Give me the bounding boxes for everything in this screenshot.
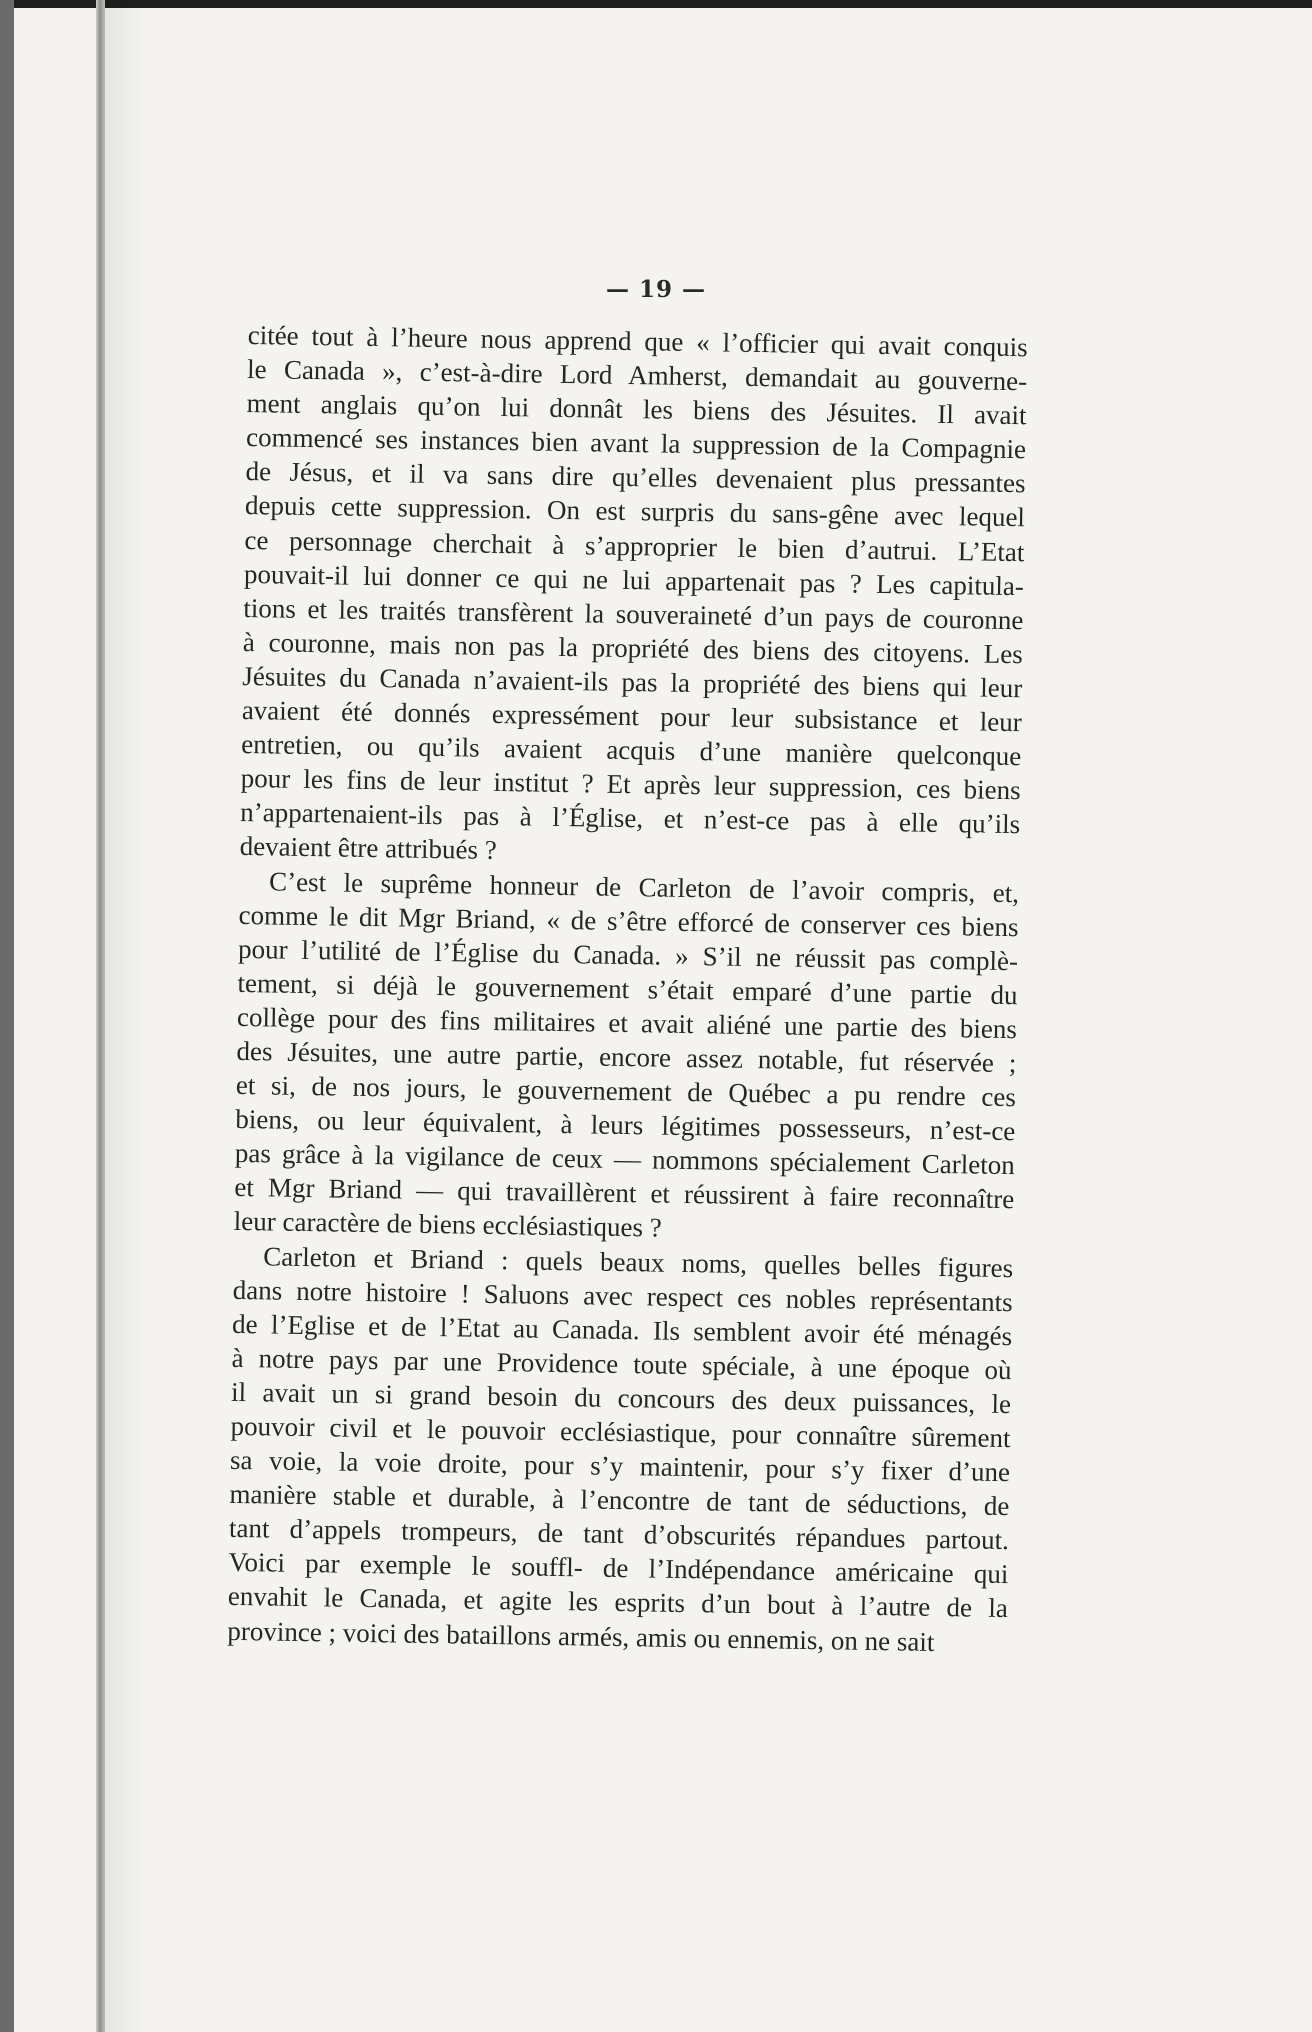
page-gutter-line [96, 0, 105, 2032]
page-number: — 19 — [605, 276, 707, 303]
text-line: C’est le suprême honneur de Carleton de l’avoir compris, et, [268, 865, 1020, 908]
text-line: Voici par exemple le souffl- de l’Indépendance américaine qui [228, 1547, 1009, 1590]
text-line: tions et les traités transfèrent la souveraineté d’un pays de couronne [243, 592, 1024, 635]
text-line: tement, si déjà le gouvernement s’était emparé d’une partie du [237, 967, 1018, 1010]
text-line: le Canada », c’est-à-dire Lord Amherst, demandait au gouverne- [246, 354, 1028, 397]
text-line: province ; voici des bataillons armés, amis ou ennemis, on ne sait [227, 1615, 935, 1657]
text-line: comme le dit Mgr Briand, « de s’être efforcé de conserver ces biens [238, 899, 1019, 942]
text-line: avaient été donnés expressément pour leur subsistance et leur [241, 694, 1022, 738]
text-line: citée tout à l’heure nous apprend que « l’officier qui avait conquis [247, 319, 1028, 363]
text-line: Carleton et Briand : quels beaux noms, quelles belles figures [263, 1240, 1014, 1283]
text-line: collège pour des fins militaires et avait aliéné une partie des biens [236, 1001, 1018, 1045]
gutter-shadow [105, 0, 145, 2032]
text-line: ce personnage cherchait à s’approprier le bien d’autrui. L’Etat [244, 524, 1025, 567]
text-line: à couronne, mais non pas la propriété des biens des citoyens. Les [242, 626, 1024, 670]
text-line: pas grâce à la vigilance de ceux — nommons spécialement Carleton [234, 1138, 1016, 1181]
text-line: tant d’appels trompeurs, de tant d’obscurités répandues partout. [228, 1513, 1010, 1556]
text-line: et si, de nos jours, le gouvernement de Québec a pu rendre ces [235, 1069, 1017, 1113]
text-line: pour l’utilité de l’Église du Canada. » S’il ne réussit pas complè- [237, 933, 1019, 976]
text-line: et Mgr Briand — qui travaillèrent et réussirent à faire reconnaître [234, 1172, 1015, 1215]
text-line: de Jésus, et il va sans dire qu’elles devenaient plus pressantes [245, 456, 1026, 499]
text-line: sa voie, la voie droite, pour s’y maintenir, pour s’y fixer d’une [229, 1444, 1011, 1488]
text-line: ment anglais qu’on lui donnât les biens des Jésuites. Il avait [246, 388, 1027, 431]
text-line: dans notre histoire ! Saluons avec respect ces nobles représentants [232, 1274, 1013, 1317]
text-line: biens, ou leur équivalent, à leurs légitimes possesseurs, n’est-ce [235, 1104, 1016, 1147]
paragraph [227, 1238, 1013, 1659]
text-line: n’appartenaient-ils pas à l’Église, et n’est-ce pas à elle qu’ils [240, 797, 1021, 840]
text-line: manière stable et durable, à l’encontre de tant de séductions, de [229, 1479, 1010, 1522]
paragraph [234, 863, 1020, 1250]
text-line: de l’Eglise et de l’Etat au Canada. Ils semblent avoir été ménagés [231, 1308, 1013, 1351]
text-line: pouvoir civil et le pouvoir ecclésiastique, pour connaître sûrement [230, 1410, 1011, 1454]
text-line: devaient être attribués ? [239, 831, 498, 866]
text-line: des Jésuites, une autre partie, encore assez notable, fut réservée ; [236, 1035, 1017, 1079]
text-line: envahit le Canada, et agite les esprits d’un bout à l’autre de la [227, 1581, 1009, 1624]
text-line: à notre pays par une Providence toute spéciale, à une époque où [231, 1342, 1012, 1385]
text-line: leur caractère de biens ecclésiastiques ? [233, 1206, 663, 1244]
text-line: pour les fins de leur institut ? Et après leur suppression, ces biens [240, 763, 1021, 806]
text-line: Jésuites du Canada n’avaient-ils pas la propriété des biens qui leur [242, 660, 1023, 704]
text-line: entretien, ou qu’ils avaient acquis d’une manière quelconque [241, 729, 1022, 772]
scan-top-edge [0, 0, 1312, 8]
text-line: il avait un si grand besoin du concours des deux puissances, le [230, 1376, 1012, 1420]
text-line: pouvait-il lui donner ce qui ne lui appartenait pas ? Les capitula- [243, 558, 1025, 601]
text-line: commencé ses instances bien avant la suppression de la Compagnie [245, 422, 1027, 465]
book-spine-edge [0, 0, 14, 2032]
text-line: depuis cette suppression. On est surpris du sans-gêne avec lequel [244, 490, 1026, 533]
body-text [227, 318, 1028, 1660]
paragraph [239, 318, 1027, 876]
